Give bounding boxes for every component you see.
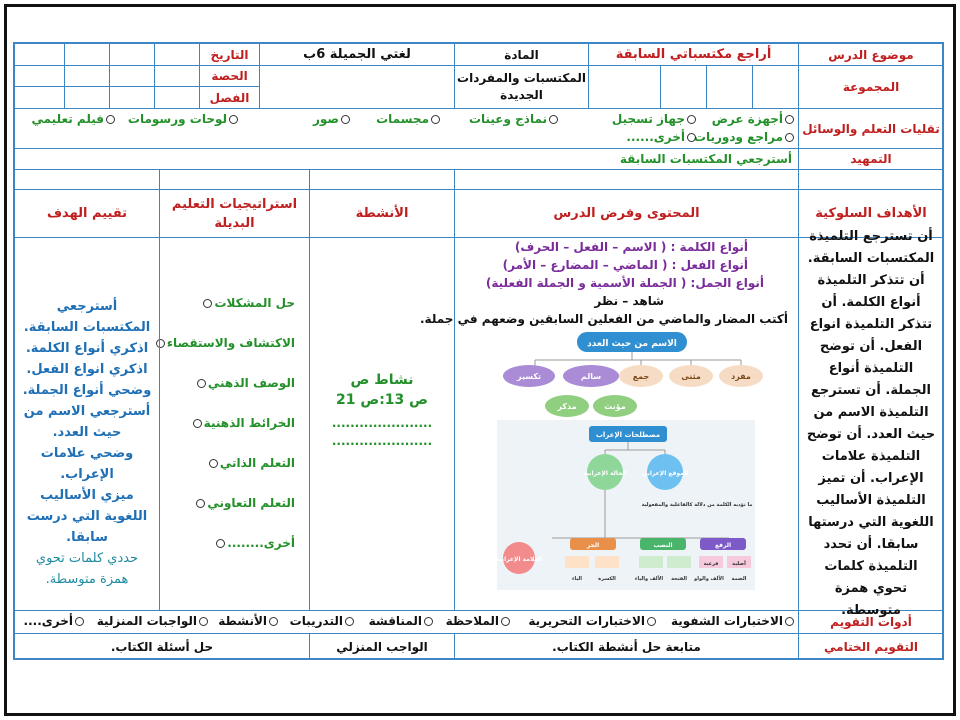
diagram-text: الرفع — [714, 542, 732, 549]
intro-label: التمهيد — [799, 149, 944, 170]
evaluation-item: ميزي الأساليب اللغوية التي درست سابقا. — [26, 488, 148, 545]
diagram-node — [667, 556, 691, 568]
evaluation-item: وضحي أنواع الجملة. — [22, 383, 152, 398]
date-cell — [15, 44, 65, 66]
radio-circle-icon — [501, 617, 510, 626]
diagram-text: الموقع الإعرابي — [641, 470, 689, 477]
tools-option[interactable]: أجهزة عرض — [712, 112, 794, 127]
diagram-text: الجر — [586, 542, 600, 549]
final-follow: متابعة حل أنشطة الكتاب. — [455, 634, 799, 660]
date-cell — [155, 44, 200, 66]
diagram-text: مفرد — [731, 372, 751, 381]
assessment-options — [15, 611, 799, 634]
class-cell — [155, 87, 200, 109]
radio-circle-icon — [269, 617, 278, 626]
content-line: أنواع الكلمة : ( الاسم – الفعل – الحرف) — [514, 240, 748, 254]
period-cell — [155, 66, 200, 87]
diagram-text: الضمة — [731, 576, 747, 582]
diagram-text: أصلية — [732, 561, 746, 567]
evaluation-body — [15, 238, 160, 611]
strategy-item[interactable]: الخرائط الذهنية — [193, 416, 295, 430]
tools-option[interactable]: جهاز تسجيل — [612, 112, 696, 127]
intro-value: أسترجعي المكتسبات السابقة — [15, 149, 799, 170]
content-line: شاهد – نظر — [594, 294, 664, 308]
blank-row — [455, 170, 799, 190]
assessment-option[interactable]: الاختبارات الشفوية — [671, 614, 794, 629]
tools-option[interactable]: صور — [313, 112, 350, 127]
assessment-option[interactable]: الاختبارات التحريرية — [528, 614, 656, 629]
period-cell — [110, 66, 155, 87]
strategies-body — [160, 238, 310, 611]
diagram-text: الفتحة — [671, 576, 687, 582]
class-label: الفصل — [200, 87, 260, 109]
radio-circle-icon — [345, 617, 354, 626]
activities-body — [310, 238, 455, 611]
parsing-diagram — [497, 420, 755, 590]
blank-row — [799, 170, 944, 190]
radio-circle-icon — [785, 133, 794, 142]
diagram-text: جمع — [632, 372, 650, 381]
period-cell — [65, 66, 110, 87]
evaluation-item: وضحي علامات الإعراب. — [40, 446, 134, 482]
activity-pages: ص 13:ص 21 — [336, 392, 428, 408]
evaluation-item: حددي كلمات تحوي همزة متوسطة. — [35, 551, 139, 587]
tools-label: تقليات التعلم والوسائل — [799, 109, 944, 149]
class-cell — [65, 87, 110, 109]
activity-dots: ...................... — [331, 416, 433, 430]
content-body — [420, 238, 799, 611]
class-cell — [110, 87, 155, 109]
final-label: التقويم الختامي — [799, 634, 944, 660]
date-label: التاريخ — [200, 44, 260, 66]
strategy-item[interactable]: التعلم التعاوني — [196, 496, 295, 510]
radio-circle-icon — [785, 115, 794, 124]
content-header: المحتوى وفرض الدرس — [455, 190, 799, 238]
period-cell — [15, 66, 65, 87]
radio-circle-icon — [424, 617, 433, 626]
tools-option[interactable]: فيلم تعليمي — [31, 112, 115, 127]
period-label: الحصة — [200, 66, 260, 87]
tools-option[interactable]: نماذج وعينات — [469, 112, 558, 127]
assessment-option[interactable]: التدريبات — [290, 614, 354, 629]
radio-circle-icon — [647, 617, 656, 626]
evaluation-item: أسترجعي الاسم من حيث العدد. — [23, 404, 151, 440]
objectives-body: أن تسترجع التلميذة المكتسبات السابقة. أن تتذكر التلميذة أنواع الكلمة. أن تتذكر التلميذة انواع الفعل. أن توضح التلميذة أنواع الجملة. أن تسترجع التلميذة الاسم من حيث العدد. أن توضح التلميذة علامات الإعراب. أن تميز التلميذة الأساليب اللغوية التي درستها سابقا. أن تحدد التلميذة كلمات تحوي همزة متوسطة. — [799, 238, 944, 611]
strategies-header: استراتيجيات التعليم البديلة — [160, 190, 310, 238]
diagram-text: سالم — [580, 372, 602, 381]
radio-circle-icon — [431, 115, 440, 124]
strategy-item[interactable]: حل المشكلات — [203, 296, 295, 310]
content-line: أنواع الجمل: ( الجملة الأسمية و الجملة الفعلية) — [485, 276, 764, 290]
diagram-node — [565, 556, 589, 568]
assessment-option[interactable]: الملاحظة — [446, 614, 510, 629]
activity-dots: ...................... — [331, 434, 433, 448]
evaluation-item: اذكري أنواع الكلمة. — [25, 341, 149, 356]
strategy-item[interactable]: الوصف الذهني — [197, 376, 295, 390]
homework-value: حل أسئلة الكتاب. — [15, 634, 310, 660]
lesson-plan-table — [13, 42, 944, 660]
diagram-text: الاسم من حيث العدد — [587, 339, 677, 349]
group-label: المجموعة — [799, 66, 944, 109]
radio-circle-icon — [75, 617, 84, 626]
group-cell — [707, 66, 753, 109]
homework-label: الواجب المنزلي — [310, 634, 455, 660]
vocab-label: المكتسبات والمفردات الجديدة — [455, 66, 589, 109]
diagram-text: النصب — [653, 542, 673, 549]
diagram-text: مؤنث — [604, 402, 626, 411]
radio-circle-icon — [106, 115, 115, 124]
diagram-node — [639, 556, 663, 568]
assessment-option[interactable]: أخرى.... — [24, 614, 84, 629]
tools-option[interactable]: أخرى...... — [626, 130, 696, 145]
group-cell — [753, 66, 799, 109]
radio-circle-icon — [193, 419, 202, 428]
diagram-text: ما تؤديه الكلمة من دلالة كالفاعلية والمفعولية — [641, 502, 753, 508]
diagram-text: الكسرة — [598, 576, 616, 582]
radio-circle-icon — [197, 379, 206, 388]
blank-row — [310, 170, 455, 190]
topic-value: أراجع مكتسباتي السابقة — [589, 44, 799, 66]
diagram-text: فرعية — [703, 561, 719, 567]
diagram-text: مصطلحات الإعراب — [595, 431, 661, 439]
diagram-text: الألف والواو — [694, 576, 724, 582]
radio-circle-icon — [549, 115, 558, 124]
strategy-item[interactable]: التعلم الذاتي — [209, 456, 295, 470]
radio-circle-icon — [209, 459, 218, 468]
tools-option[interactable]: مجسمات — [376, 112, 440, 127]
diagram-node — [595, 556, 619, 568]
content-line: أكتب المضار والماضي من الفعلين السابقين وضعهم في جملة. — [420, 312, 788, 326]
radio-circle-icon — [216, 539, 225, 548]
vocab-value — [260, 66, 455, 109]
assessment-label: أدوات التقويم — [799, 611, 944, 634]
subject-label: المادة — [455, 44, 589, 66]
strategy-item[interactable]: الاكتشاف والاستقصاء — [156, 336, 295, 350]
evaluation-item: أسترجعي المكتسبات السابقة. — [23, 299, 151, 335]
assessment-option[interactable]: الأنشطة — [218, 614, 278, 629]
blank-row — [160, 170, 310, 190]
blank-row — [15, 170, 160, 190]
group-cell — [661, 66, 707, 109]
assessment-option[interactable]: المناقشة — [369, 614, 433, 629]
diagram-text: الياء — [571, 576, 583, 582]
radio-circle-icon — [687, 133, 696, 142]
tools-option[interactable]: لوحات ورسومات — [128, 112, 238, 127]
radio-circle-icon — [341, 115, 350, 124]
date-cell — [65, 44, 110, 66]
number-diagram — [495, 330, 765, 418]
tools-options — [15, 109, 799, 149]
content-line: أنواع الفعل : ( الماضي – المضارع – الأمر) — [502, 258, 748, 272]
diagram-text: مذكر — [557, 402, 577, 411]
assessment-option[interactable]: الواجبات المنزلية — [97, 614, 208, 629]
radio-circle-icon — [199, 617, 208, 626]
date-cell — [110, 44, 155, 66]
evaluation-header: تقييم الهدف — [15, 190, 160, 238]
radio-circle-icon — [687, 115, 696, 124]
topic-label: موضوع الدرس — [799, 44, 944, 66]
diagram-text: مثنى — [681, 372, 701, 381]
evaluation-item: اذكري انواع الفعل. — [26, 362, 148, 377]
activities-header: الأنشطة — [310, 190, 455, 238]
activity-line: نشاط ص — [350, 372, 414, 388]
radio-circle-icon — [203, 299, 212, 308]
diagram-text: الحالة الإعرابية — [583, 470, 627, 477]
strategy-item[interactable]: أخرى........ — [216, 536, 295, 550]
objectives-header: الأهداف السلوكية — [799, 190, 944, 238]
subject-value: لغتي الجميلة 6ب — [260, 44, 455, 66]
radio-circle-icon — [196, 499, 205, 508]
diagram-text: الألف والياء — [634, 576, 664, 582]
radio-circle-icon — [785, 617, 794, 626]
group-cell — [589, 66, 661, 109]
radio-circle-icon — [229, 115, 238, 124]
diagram-text: العلامة الإعرابية — [495, 556, 543, 563]
diagram-text: تكسير — [516, 372, 542, 381]
class-cell — [15, 87, 65, 109]
tools-option[interactable]: مراجع ودوريات — [694, 130, 794, 145]
